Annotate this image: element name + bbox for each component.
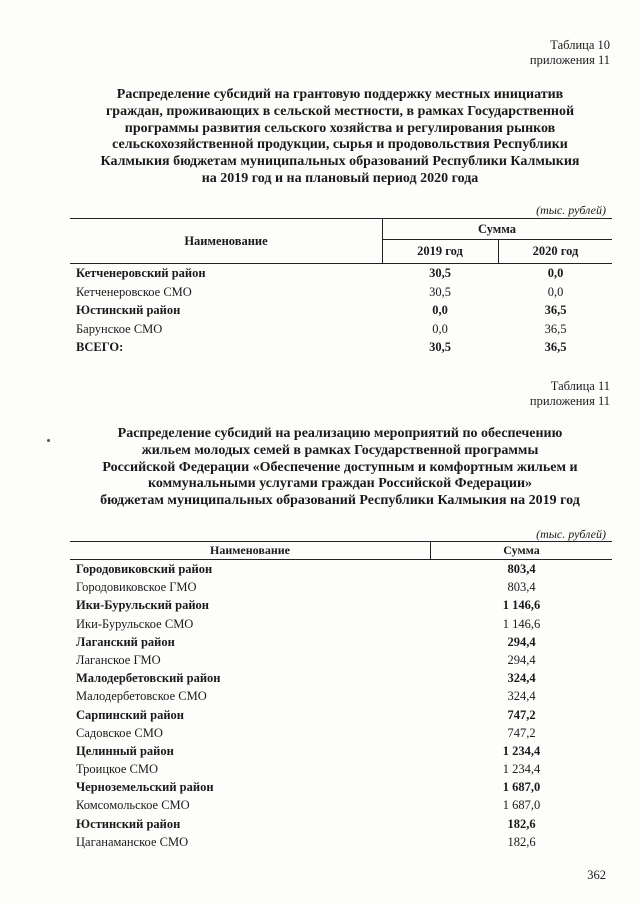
row-name: Барунское СМО	[76, 321, 163, 336]
table10-title	[60, 87, 620, 188]
row-name: Целинный район	[76, 743, 174, 758]
table11-body	[70, 560, 612, 851]
table-row	[70, 796, 612, 814]
title-line: Распределение субсидий на реализацию мероприятий по обеспечению	[117, 426, 563, 441]
table10-units: (тыс. рублей)	[536, 203, 606, 217]
row-value-2020: 36,5	[544, 321, 567, 336]
title-line: сельскохозяйственной продукции, сырья и продовольствия Республики	[112, 137, 568, 153]
table-row	[70, 706, 612, 724]
row-value: 294,4	[507, 634, 536, 649]
table-row	[70, 578, 612, 596]
row-name: Троицкое СМО	[76, 762, 159, 777]
row-name: Цаганаманское СМО	[76, 834, 189, 849]
row-name: Городовиковское ГМО	[76, 580, 197, 595]
row-name: Лаганское ГМО	[76, 652, 161, 667]
row-name: Сарпинский район	[76, 707, 184, 722]
table-row	[70, 815, 612, 833]
row-value-2020: 0,0	[547, 266, 564, 280]
table11-units: (тыс. рублей)	[536, 527, 606, 541]
row-value: 747,2	[507, 707, 536, 722]
table-row	[70, 633, 612, 651]
table-row	[70, 742, 612, 760]
row-value-2020: 36,5	[544, 303, 567, 317]
table11-tag	[530, 379, 610, 409]
table10-tag-line: приложения 11	[529, 53, 610, 67]
row-value: 1 687,0	[502, 780, 541, 795]
table-row	[70, 760, 612, 778]
row-name: Лаганский район	[76, 634, 175, 649]
row-name: Малодербетовское СМО	[76, 689, 207, 704]
row-value: 1 687,0	[502, 798, 541, 813]
title-line: Калмыкия бюджетам муниципальных образований Республики Калмыкия	[100, 154, 580, 170]
row-name: Ики-Бурульский район	[76, 598, 209, 613]
row-value: 182,6	[507, 834, 536, 849]
row-value: 182,6	[507, 816, 536, 831]
row-value: 1 234,4	[502, 743, 541, 758]
row-name: Комсомольское СМО	[76, 798, 190, 813]
row-value-2019: 30,5	[429, 340, 451, 354]
row-value-2019: 0,0	[432, 321, 448, 336]
header-year-2019: 2019 год	[382, 240, 499, 263]
title-line: жильем молодых семей в рамках Государственной программы	[141, 442, 539, 458]
row-name: Городовиковский район	[76, 562, 213, 576]
table10-header	[70, 218, 612, 264]
row-value: 1 146,6	[502, 598, 541, 613]
table-row	[70, 687, 612, 705]
scan-speck	[47, 439, 50, 442]
table-row	[70, 264, 612, 283]
table-row	[70, 320, 612, 339]
row-value-2020: 36,5	[544, 340, 567, 354]
row-value-2019: 30,5	[429, 266, 451, 280]
table-row	[70, 615, 612, 633]
table11-title	[60, 426, 620, 510]
table-row	[70, 778, 612, 796]
row-value-2019: 30,5	[429, 284, 451, 299]
row-name: Малодербетовский район	[76, 671, 221, 686]
table11-tag-line: приложения 11	[529, 394, 610, 408]
title-line: бюджетам муниципальных образований Республики Калмыкия на 2019 год	[100, 493, 580, 509]
table-row	[70, 833, 612, 851]
table-row	[70, 560, 612, 578]
row-value: 803,4	[507, 562, 536, 576]
row-value: 1 234,4	[502, 762, 541, 777]
row-value: 324,4	[507, 689, 536, 704]
row-name: ВСЕГО:	[76, 340, 124, 354]
table11-tag-line: Таблица 11	[550, 379, 610, 393]
row-name: Кетченеровское СМО	[76, 284, 192, 299]
title-line: коммунальными услугами граждан Российской Федерации»	[147, 476, 533, 492]
row-value: 294,4	[507, 652, 536, 667]
row-value: 803,4	[507, 580, 536, 595]
row-value-2020: 0,0	[547, 284, 564, 299]
row-name: Черноземельский район	[76, 780, 214, 795]
header-name: Наименование	[70, 542, 431, 559]
header-name: Наименование	[70, 219, 383, 263]
table11	[70, 541, 612, 851]
row-name: Юстинский район	[76, 303, 181, 317]
row-value: 1 146,6	[502, 616, 541, 631]
title-line: программы развития сельского хозяйства и регулирования рынков	[124, 120, 556, 136]
header-sum: Сумма	[382, 219, 612, 240]
title-line: на 2019 год и на плановый период 2020 года	[201, 170, 479, 186]
header-year-2020: 2020 год	[532, 244, 579, 258]
table-row	[70, 301, 612, 320]
table10-tag-line: Таблица 10	[550, 38, 610, 52]
header-sum: Сумма	[503, 543, 540, 557]
row-name: Юстинский район	[76, 816, 181, 831]
row-value: 324,4	[507, 671, 536, 686]
title-line: Распределение субсидий на грантовую поддержку местных инициатив	[116, 87, 564, 102]
row-name: Ики-Бурульское СМО	[76, 616, 194, 631]
title-line: Российской Федерации «Обеспечение доступным и комфортным жильем и	[102, 459, 578, 475]
table-row	[70, 283, 612, 302]
title-line: граждан, проживающих в сельской местности, в рамках Государственной	[105, 103, 575, 119]
page-number: 362	[587, 868, 606, 882]
table-row	[70, 338, 612, 357]
row-name: Садовское СМО	[76, 725, 163, 740]
table-row	[70, 669, 612, 687]
row-name: Кетченеровский район	[76, 266, 206, 280]
table10-tag	[530, 38, 610, 68]
table11-header	[70, 541, 612, 560]
table-row	[70, 651, 612, 669]
table10	[70, 218, 612, 357]
row-value-2019: 0,0	[432, 303, 448, 317]
table10-body	[70, 264, 612, 357]
table-row	[70, 596, 612, 614]
table-row	[70, 724, 612, 742]
row-value: 747,2	[507, 725, 536, 740]
